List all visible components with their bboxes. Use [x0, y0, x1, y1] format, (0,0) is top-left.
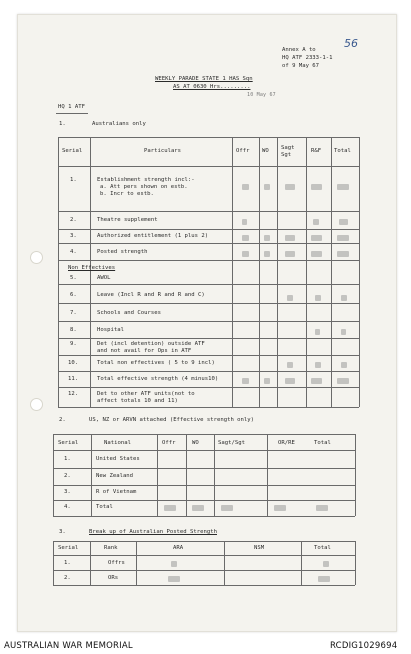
row-serial: 3.	[70, 233, 77, 239]
faded-figure	[264, 378, 270, 384]
row-particular: Det to other ATF units(not to	[97, 391, 195, 397]
faded-figure	[285, 251, 295, 257]
faded-figure	[311, 184, 322, 190]
faded-figure	[264, 184, 270, 190]
file-reference: HQ ATF 2333-1-1	[282, 55, 333, 61]
faded-figure	[341, 362, 347, 368]
row-serial: 2.	[64, 575, 71, 581]
faded-figure	[341, 295, 347, 301]
faded-figure	[285, 235, 295, 241]
faded-figure	[221, 505, 233, 511]
section1-heading: Australians only	[92, 121, 146, 127]
row-serial: 7.	[70, 310, 77, 316]
faded-figure	[168, 576, 180, 582]
row-rank: Offrs	[108, 560, 125, 566]
row-national: United States	[96, 456, 140, 462]
faded-figure	[315, 295, 321, 301]
row-particular: Leave (Incl R and R and R and C)	[97, 292, 205, 298]
row-serial: 1.	[64, 456, 71, 462]
column-header: Offr	[236, 148, 250, 154]
reference-date: of 9 May 67	[282, 63, 320, 69]
document-page	[17, 14, 397, 632]
section2-number: 2.	[59, 417, 66, 423]
faded-figure	[192, 505, 204, 511]
date-stamp: 10 May 67	[247, 92, 276, 98]
faded-figure	[242, 378, 249, 384]
row-national: R of Vietnam	[96, 489, 137, 495]
faded-figure	[315, 329, 320, 335]
row-serial: 10.	[68, 360, 79, 366]
row-serial: 8.	[70, 327, 77, 333]
row-particular: Hospital	[97, 327, 124, 333]
column-header: NSM	[254, 545, 265, 551]
row-serial: 5.	[70, 275, 77, 281]
row-serial: 12.	[68, 391, 79, 397]
faded-figure	[315, 362, 321, 368]
row-particular: Total non effectives ( 5 to 9 incl)	[97, 360, 215, 366]
row-particular: Posted strength	[97, 249, 148, 255]
section3-number: 3.	[59, 529, 66, 535]
faded-figure	[313, 219, 319, 225]
archive-id: RCDIG1029694	[330, 641, 398, 651]
punch-hole	[30, 251, 43, 264]
unit-label: HQ 1 ATF	[58, 104, 85, 110]
faded-figure	[311, 251, 322, 257]
faded-figure	[318, 576, 330, 582]
column-header: Rank	[104, 545, 118, 551]
faded-figure	[337, 251, 349, 257]
row-particular: and not avail for Ops in ATF	[97, 348, 192, 354]
faded-figure	[242, 219, 247, 225]
column-header: Sagt/Sgt	[218, 440, 245, 446]
row-serial: 4.	[70, 249, 77, 255]
row-serial: 4.	[64, 504, 71, 510]
section2-heading: US, NZ or ARVN attached (Effective strength only)	[89, 417, 255, 423]
row-rank: ORs	[108, 575, 119, 581]
row-national: Total	[96, 504, 113, 510]
faded-figure	[264, 235, 270, 241]
column-header: WO	[192, 440, 199, 446]
section3-heading: Break up of Australian Posted Strength	[89, 529, 217, 535]
row-serial: 2.	[70, 217, 77, 223]
row-particular: Authorized entitlement (1 plus 2)	[97, 233, 209, 239]
column-header: R&F	[311, 148, 322, 154]
unit-underline	[56, 113, 88, 114]
faded-figure	[242, 184, 249, 190]
row-particular: b. Incr to estb.	[100, 191, 154, 197]
row-particular: AWOL	[97, 275, 111, 281]
faded-figure	[242, 251, 249, 257]
document-title: WEEKLY PARADE STATE 1 HAS Sqn	[155, 76, 253, 82]
archive-credit: AUSTRALIAN WAR MEMORIAL	[4, 641, 133, 651]
faded-figure	[264, 251, 270, 257]
column-header: Serial	[58, 440, 79, 446]
annex-label: Annex A to	[282, 47, 316, 53]
faded-figure	[242, 235, 249, 241]
faded-figure	[287, 362, 293, 368]
column-header: Serial	[58, 545, 79, 551]
row-serial: 11.	[68, 376, 79, 382]
faded-figure	[316, 505, 328, 511]
folio-number: 56	[344, 37, 358, 50]
faded-figure	[274, 505, 286, 511]
row-national: New Zealand	[96, 473, 134, 479]
column-header: Offr	[162, 440, 176, 446]
faded-figure	[311, 378, 322, 384]
faded-figure	[337, 378, 349, 384]
row-particular: Det (incl detention) outside ATF	[97, 341, 205, 347]
as-at-line: AS AT 0630 Hrs.........	[173, 84, 251, 90]
faded-figure	[323, 561, 329, 567]
row-particular: Theatre supplement	[97, 217, 158, 223]
row-particular: Establishment strength incl:-	[97, 177, 195, 183]
faded-figure	[287, 295, 293, 301]
column-header: Total	[334, 148, 351, 154]
column-header: Particulars	[144, 148, 182, 154]
faded-figure	[164, 505, 176, 511]
faded-figure	[339, 219, 348, 225]
row-serial: 2.	[64, 473, 71, 479]
row-particular: a. Att pers shown on estb.	[100, 184, 188, 190]
row-particular: Schools and Courses	[97, 310, 161, 316]
column-header: Total	[314, 545, 331, 551]
faded-figure	[337, 184, 349, 190]
column-header: WO	[262, 148, 269, 154]
row-serial: 1.	[70, 177, 77, 183]
column-header: National	[104, 440, 131, 446]
non-effectives-heading: Non Effectives	[68, 265, 116, 271]
row-serial: 6.	[70, 292, 77, 298]
column-header: Sagt Sgt	[281, 145, 295, 158]
column-header: Total	[314, 440, 331, 446]
punch-hole	[30, 398, 43, 411]
column-header: Serial	[62, 148, 83, 154]
faded-figure	[171, 561, 177, 567]
faded-figure	[285, 378, 295, 384]
row-serial: 3.	[64, 489, 71, 495]
faded-figure	[311, 235, 322, 241]
faded-figure	[337, 235, 349, 241]
section1-number: 1.	[59, 121, 66, 127]
faded-figure	[285, 184, 295, 190]
row-particular: Total effective strength (4 minus10)	[97, 376, 219, 382]
row-serial: 9.	[70, 341, 77, 347]
row-serial: 1.	[64, 560, 71, 566]
column-header: ARA	[173, 545, 184, 551]
faded-figure	[341, 329, 346, 335]
column-header: OR/RE	[278, 440, 295, 446]
row-particular: affect totals 10 and 11)	[97, 398, 178, 404]
